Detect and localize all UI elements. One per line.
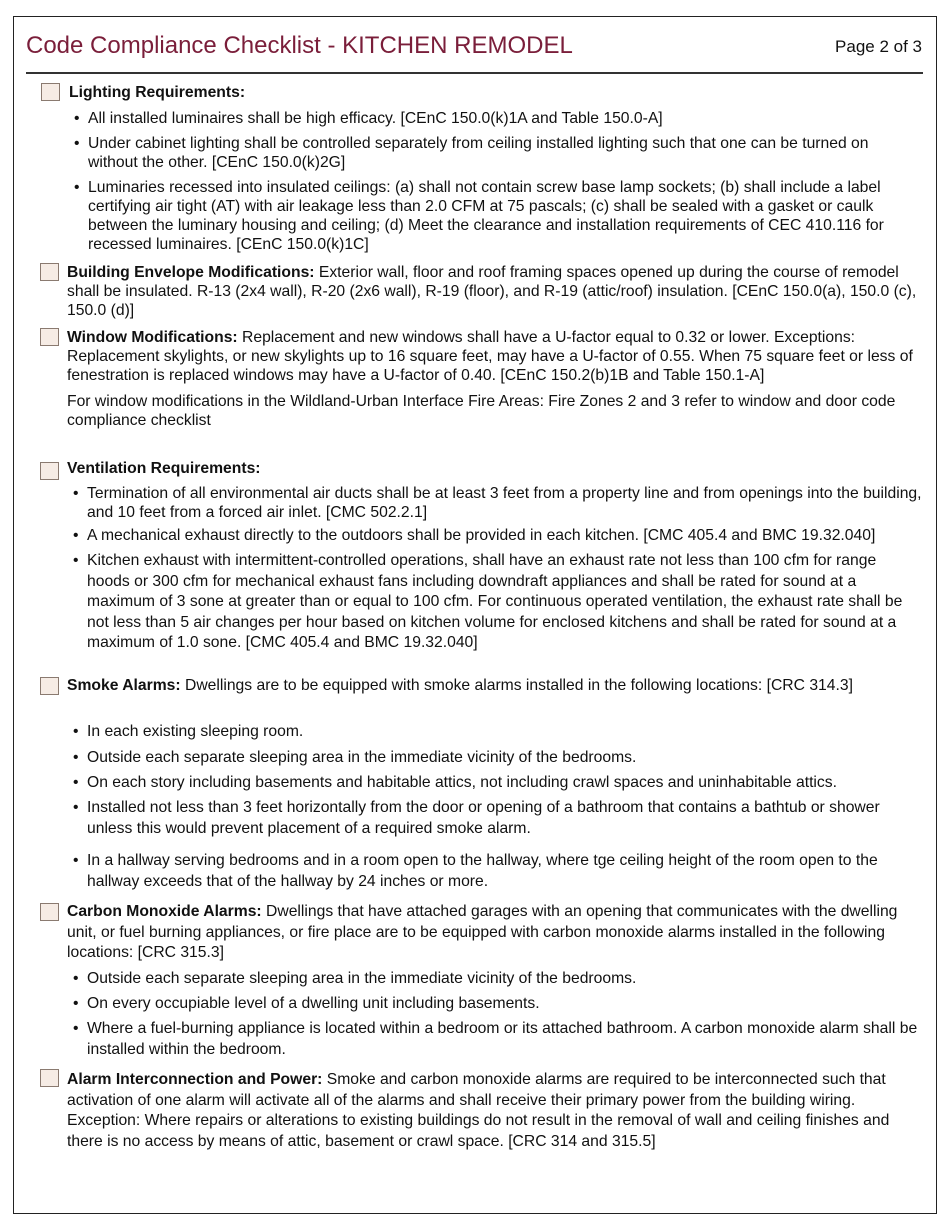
list-item: • Termination of all environmental air ducts shall be at least 3 feet from a property line and from openings into the building, and 10 feet from a forced air inlet. [CMC 502.2.1] — [73, 484, 922, 522]
lighting-text — [69, 83, 922, 102]
ventilation-checkbox[interactable] — [40, 462, 59, 480]
list-item: • Outside each separate sleeping area in the immediate vicinity of the bedrooms. — [73, 747, 922, 768]
interconnect-heading: Alarm Interconnection and Power: — [67, 1071, 323, 1088]
envelope-heading: Building Envelope Modifications: — [67, 264, 315, 281]
checklist-page — [13, 16, 937, 1214]
interconnect-body: Smoke and carbon monoxide alarms are required to be interconnected such that activation of one alarm will activate all of the alarms and shall receive their primary power from the building wiring. Exception: Where repairs or alterations to existing buildings do not result in the removal of wall and ceiling finishes and there is no access by means of attic, basement or crawl space. [CRC 314 and 315.5] — [67, 1071, 890, 1150]
ventilation-heading: Ventilation Requirements: — [67, 460, 261, 477]
co-heading: Carbon Monoxide Alarms: — [67, 903, 262, 920]
window-text — [67, 328, 922, 430]
list-item: • Where a fuel-burning appliance is located within a bedroom or its attached bathroom. A carbon monoxide alarm shall be installed within the bedroom. — [73, 1018, 922, 1060]
list-item: • Outside each separate sleeping area in the immediate vicinity of the bedrooms. — [73, 968, 922, 989]
envelope-body: Exterior wall, floor and roof framing spaces opened up during the course of remodel shall be insulated. R-13 (2x4 wall), R-20 (2x6 wall), R-19 (floor), and R-19 (attic/roof) insulation. [CEnC 150.0(a), 150.0 (c), 150.0 (d)] — [67, 264, 917, 319]
list-item: • All installed luminaires shall be high efficacy. [CEnC 150.0(k)1A and Table 150.0-A] — [74, 109, 922, 128]
window-checkbox[interactable] — [40, 328, 59, 346]
interconnect-text — [67, 1070, 922, 1152]
co-body: Dwellings that have attached garages with an opening that communicates with the dwelling unit, or fuel burning appliances, or fire place are to be equipped with carbon monoxide alarms installed in the following locations: [CRC 315.3] — [67, 903, 898, 961]
list-item: • Kitchen exhaust with intermittent-controlled operations, shall have an exhaust rate not less than 100 cfm for range hoods or 300 cfm for mechanical exhaust fans including downdraft appliances and shall be rated for sound at a maximum of 3 sone at greater than or equal to 100 cfm. For continuous operated ventilation, the exhaust rate shall be not less than 5 air changes per hour based on kitchen volume for enclosed kitchens and shall be rated for sound at a maximum of 1.0 sone. [CMC 405.4 and BMC 19.32.040] — [73, 551, 922, 654]
envelope-text — [67, 263, 922, 320]
co-list — [73, 968, 922, 1060]
lighting-checkbox[interactable] — [41, 83, 60, 101]
page-header — [14, 17, 936, 74]
list-item: • Under cabinet lighting shall be controlled separately from ceiling installed lighting such that one can be turned on without the other. [CEnC 150.0(k)2G] — [74, 134, 922, 172]
envelope-checkbox[interactable] — [40, 263, 59, 281]
smoke-text — [67, 676, 922, 695]
interconnect-checkbox[interactable] — [40, 1069, 59, 1087]
smoke-heading: Smoke Alarms: — [67, 677, 181, 694]
list-item: • In each existing sleeping room. — [73, 721, 922, 742]
smoke-list — [73, 721, 922, 892]
co-checkbox[interactable] — [40, 903, 59, 921]
list-item: • On every occupiable level of a dwelling unit including basements. — [73, 993, 922, 1014]
lighting-heading: Lighting Requirements: — [69, 84, 246, 101]
list-item: • In a hallway serving bedrooms and in a room open to the hallway, where tge ceiling height of the room open to the hallway exceeds that of the hallway by 24 inches or more. — [73, 850, 922, 892]
list-item: • Installed not less than 3 feet horizontally from the door or opening of a bathroom that contains a bathtub or shower unless this would prevent placement of a required smoke alarm. — [73, 797, 922, 839]
window-heading: Window Modifications: — [67, 329, 238, 346]
smoke-checkbox[interactable] — [40, 677, 59, 695]
lighting-list — [74, 109, 922, 254]
co-text — [67, 902, 922, 964]
list-item: • On each story including basements and habitable attics, not including crawl spaces and uninhabitable attics. — [73, 772, 922, 793]
smoke-body: Dwellings are to be equipped with smoke alarms installed in the following locations: [CRC 314.3] — [180, 677, 853, 694]
ventilation-list — [73, 484, 922, 654]
window-body: Replacement and new windows shall have a U-factor equal to 0.32 or lower. Exceptions: Replacement skylights, or new skylights up to 16 square feet, may have a U-factor of 0.55. When 75 square feet or less of fenestration is replaced windows may have a U-factor of 0.40. [CEnC 150.2(b)1B and Table 150.1-A] — [67, 329, 913, 384]
ventilation-text — [67, 459, 922, 478]
list-item: • A mechanical exhaust directly to the outdoors shall be provided in each kitchen. [CMC 405.4 and BMC 19.32.040] — [73, 526, 922, 545]
header-divider — [26, 72, 923, 74]
window-note: For window modifications in the Wildland-Urban Interface Fire Areas: Fire Zones 2 and 3 refer to window and door code compliance checklist — [67, 393, 896, 429]
page-title: Code Compliance Checklist - KITCHEN REMODEL — [26, 32, 573, 59]
list-item: • Luminaries recessed into insulated ceilings: (a) shall not contain screw base lamp sockets; (b) shall include a label certifying air tight (AT) with air leakage less than 2.0 CFM at 75 pascals; (c) shall be sealed with a gasket or caulk between the luminary housing and ceiling; (d) Meet the clearance and installation requirements of CEC 410.116 for recessed luminaires. [CEnC 150.0(k)1C] — [74, 178, 922, 254]
page-number: Page 2 of 3 — [835, 37, 922, 56]
